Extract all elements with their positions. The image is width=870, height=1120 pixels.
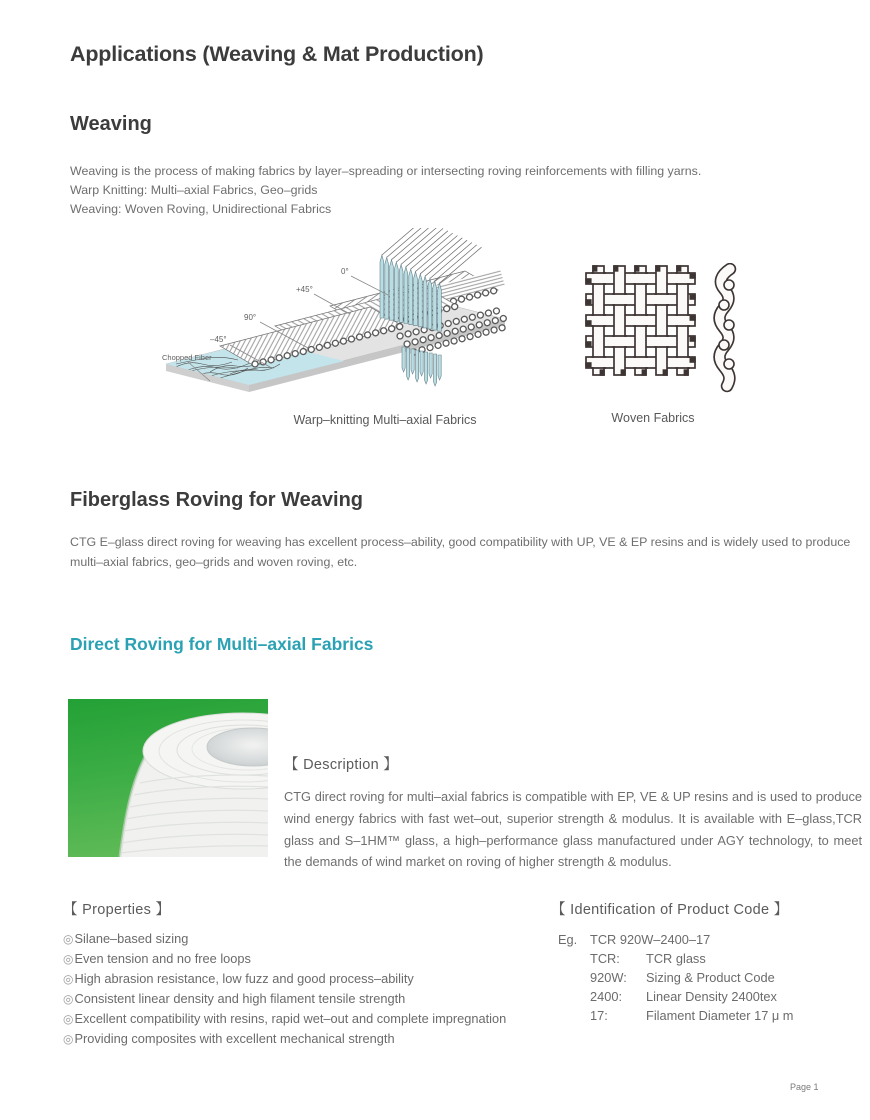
identification-title: 【 Identification of Product Code 】 <box>551 902 789 918</box>
code-part-value: Sizing & Product Code <box>646 970 775 985</box>
yarn-cross-section <box>719 269 734 386</box>
section-heading-weaving: Weaving <box>70 113 152 135</box>
label-0-degree: 0° <box>341 267 349 276</box>
eg-label: Eg. <box>558 932 578 947</box>
example-code-row <box>558 930 793 949</box>
page-title: Applications (Weaving & Mat Production) <box>70 42 484 66</box>
fiberglass-roving-paragraph: CTG E–glass direct roving for weaving has excellent process–ability, good compatibility with UP, VE & EP resins and is widely used to produce multi–axial fabrics, geo–grids and woven roving, etc. <box>70 535 851 569</box>
roving-product-photo <box>68 699 268 857</box>
intro-line: Weaving: Woven Roving, Unidirectional Fabrics <box>70 202 332 216</box>
property-text: Providing composites with excellent mechanical strength <box>74 1031 395 1046</box>
label-plus-45-degree: +45° <box>296 285 313 294</box>
property-text: High abrasion resistance, low fuzz and good process–ability <box>74 971 414 986</box>
weave-grid <box>585 265 696 376</box>
property-text: Silane–based sizing <box>74 931 189 946</box>
page-number: Page 1 <box>790 1082 819 1092</box>
property-item <box>63 1029 543 1049</box>
bullet-icon: ◎ <box>63 932 74 946</box>
code-part-value: Filament Diameter 17 μ m <box>646 1008 794 1023</box>
code-part-label: 17: <box>590 1008 608 1023</box>
bullet-icon: ◎ <box>63 992 74 1006</box>
section-heading-fiberglass-roving: Fiberglass Roving for Weaving <box>70 489 364 511</box>
roving-photo-svg <box>68 699 268 857</box>
warp-knitting-diagram <box>160 228 510 412</box>
bullet-icon: ◎ <box>63 1012 74 1026</box>
property-item <box>63 1009 543 1029</box>
bullet-icon: ◎ <box>63 952 74 966</box>
left-diagram-caption: Warp–knitting Multi–axial Fabrics <box>293 413 477 427</box>
property-text: Excellent compatibility with resins, rapid wet–out and complete impregnation <box>74 1011 507 1026</box>
label-chopped-fiber: Chopped Fiber <box>162 353 212 362</box>
woven-fabrics-diagram-svg <box>583 263 753 395</box>
property-item <box>63 949 543 969</box>
section-heading-direct-roving: Direct Roving for Multi–axial Fabrics <box>70 634 374 654</box>
right-diagram-caption: Woven Fabrics <box>611 411 695 425</box>
code-part-label: 920W: <box>590 970 627 985</box>
property-item <box>63 989 543 1009</box>
properties-list <box>63 929 543 1049</box>
weaving-intro <box>70 162 860 219</box>
code-part-label: TCR: <box>590 951 620 966</box>
property-text: Even tension and no free loops <box>74 951 251 966</box>
code-part-label: 2400: <box>590 989 623 1004</box>
product-code: TCR 920W–2400–17 <box>590 932 711 947</box>
intro-line: Weaving is the process of making fabrics by layer–spreading or intersecting roving reinforcements with filling yarns. <box>70 164 702 178</box>
code-part-value: TCR glass <box>646 951 706 966</box>
woven-fabrics-diagram <box>583 263 753 395</box>
blue-ribbon-fringe <box>402 347 441 386</box>
description-paragraph: CTG direct roving for multi–axial fabrics is compatible with EP, VE & UP resins and is used to produce wind energy fabrics with fast wet–out, superior strength & modulus. It is available with E–glass,TCR glass and S–1HM™ glass, a high–performance glass manufactured under AGY technology, to meet the demands of wind market on roving of higher strength & modulus. <box>284 789 862 870</box>
label-90-degree: 90° <box>244 313 257 322</box>
code-breakdown <box>590 949 793 1025</box>
label-minus-45-degree: –45° <box>210 335 227 344</box>
property-item <box>63 969 543 989</box>
property-item <box>63 929 543 949</box>
intro-line: Warp Knitting: Multi–axial Fabrics, Geo–grids <box>70 183 318 197</box>
properties-title: 【 Properties 】 <box>63 902 171 918</box>
bullet-icon: ◎ <box>63 972 74 986</box>
property-text: Consistent linear density and high filament tensile strength <box>74 991 406 1006</box>
description-title: 【 Description 】 <box>284 757 399 773</box>
code-part-value: Linear Density 2400tex <box>646 989 777 1004</box>
warp-knitting-diagram-svg <box>160 228 510 412</box>
identification-block <box>558 930 793 1025</box>
bullet-icon: ◎ <box>63 1032 74 1046</box>
